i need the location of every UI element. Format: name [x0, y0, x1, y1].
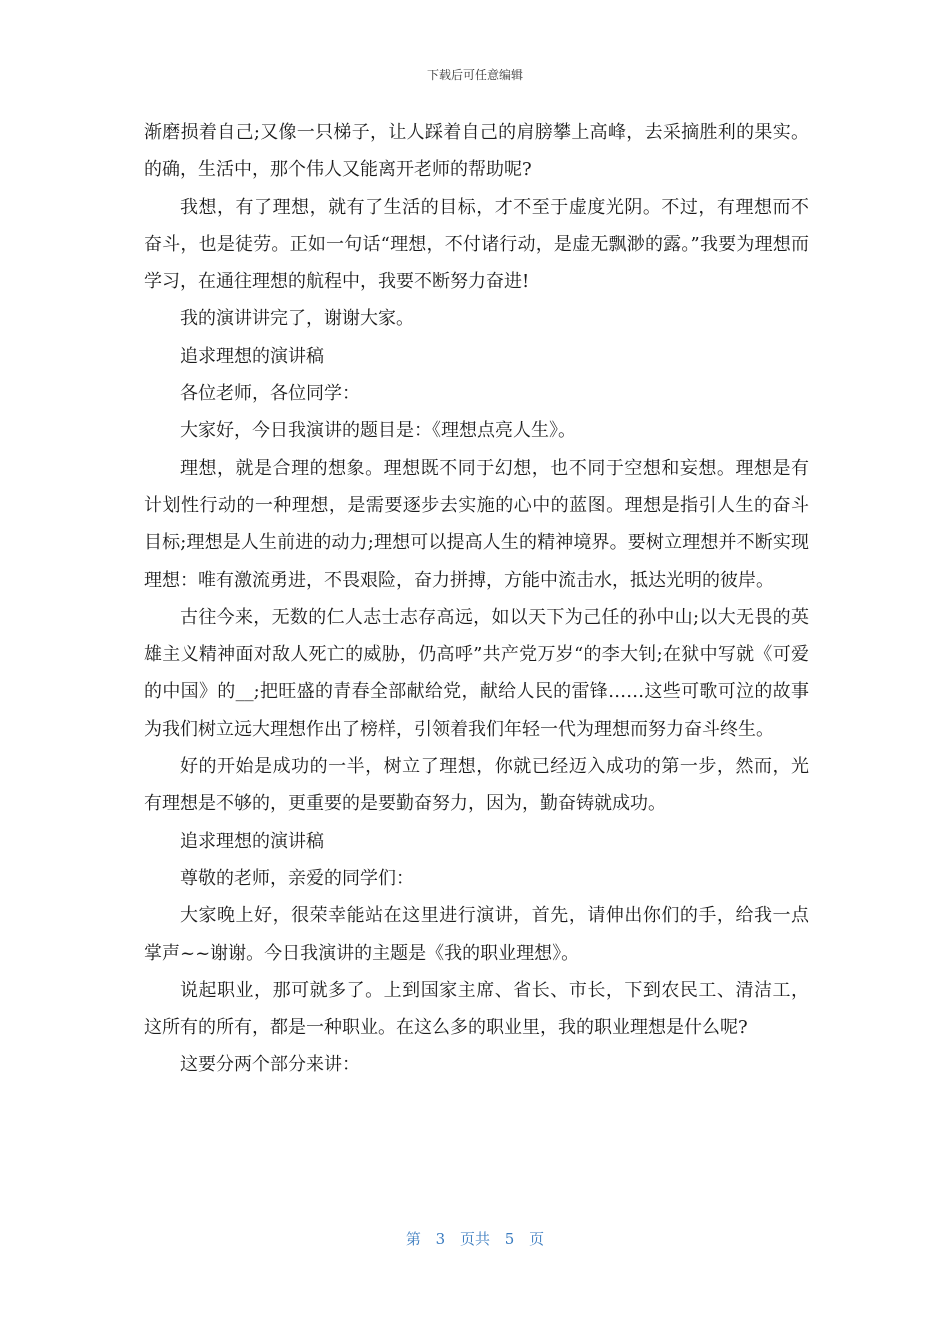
paragraph-7: 理想，就是合理的想象。理想既不同于幻想，也不同于空想和妄想。理想是有计划性行动的一种理想，是需要逐步去实施的心中的蓝图。理想是指引人生的奋斗目标;理想是人生前进的动力;理想可以提高人生的精神境界。要树立理想并不断实现理想：唯有激流勇进，不畏艰险，奋力拼搏，方能中流击水，抵达光明的彼岸。	[144, 457, 809, 591]
page-footer: 第 3 页共 5 页	[405, 1230, 545, 1248]
document-body	[144, 114, 809, 1084]
paragraph-3: 我的演讲讲完了，谢谢大家。	[180, 308, 414, 330]
paragraph-2: 我想，有了理想，就有了生活的目标，才不至于虚度光阴。不过，有理想而不奋斗，也是徒劳。正如一句话“理想，不付诸行动，是虚无飘渺的露。”我要为理想而学习，在通往理想的航程中，我要不断努力奋进!	[144, 196, 809, 293]
paragraph-6: 大家好，今日我演讲的题目是：《理想点亮人生》。	[180, 420, 576, 442]
salutation-1: 各位老师，各位同学：	[180, 383, 360, 405]
paragraph-8: 古往今来，无数的仁人志士志存高远，如以天下为己任的孙中山;以大无畏的英雄主义精神面对敌人死亡的威胁，仍高呼”共产党万岁“的李大钊;在狱中写就《可爱的中国》的__;把旺盛的青春全部献给党，献给人民的雷锋……这些可歌可泣的故事为我们树立远大理想作出了榜样，引领着我们年轻一代为理想而努力奋斗终生。	[144, 606, 809, 740]
paragraph-12: 大家晚上好，很荣幸能站在这里进行演讲，首先，请伸出你们的手，给我一点掌声~~谢谢。今日我演讲的主题是《我的职业理想》。	[144, 905, 809, 964]
salutation-2: 尊敬的老师，亲爱的同学们：	[180, 867, 414, 889]
paragraph-13: 说起职业，那可就多了。上到国家主席、省长、市长，下到农民工、清洁工，这所有的所有，都是一种职业。在这么多的职业里，我的职业理想是什么呢?	[144, 979, 809, 1039]
section-title-1: 追求理想的演讲稿	[180, 345, 324, 367]
section-title-2: 追求理想的演讲稿	[180, 830, 324, 852]
paragraph-14: 这要分两个部分来讲：	[180, 1054, 360, 1076]
paragraph-1: 渐磨损着自己;又像一只梯子，让人踩着自己的肩膀攀上高峰，去采摘胜利的果实。的确，生活中，那个伟人又能离开老师的帮助呢?	[144, 122, 809, 181]
paragraph-9: 好的开始是成功的一半，树立了理想，你就已经迈入成功的第一步，然而，光有理想是不够的，更重要的是要勤奋努力，因为，勤奋铸就成功。	[144, 756, 809, 815]
page-header: 下载后可任意编辑	[426, 68, 523, 82]
